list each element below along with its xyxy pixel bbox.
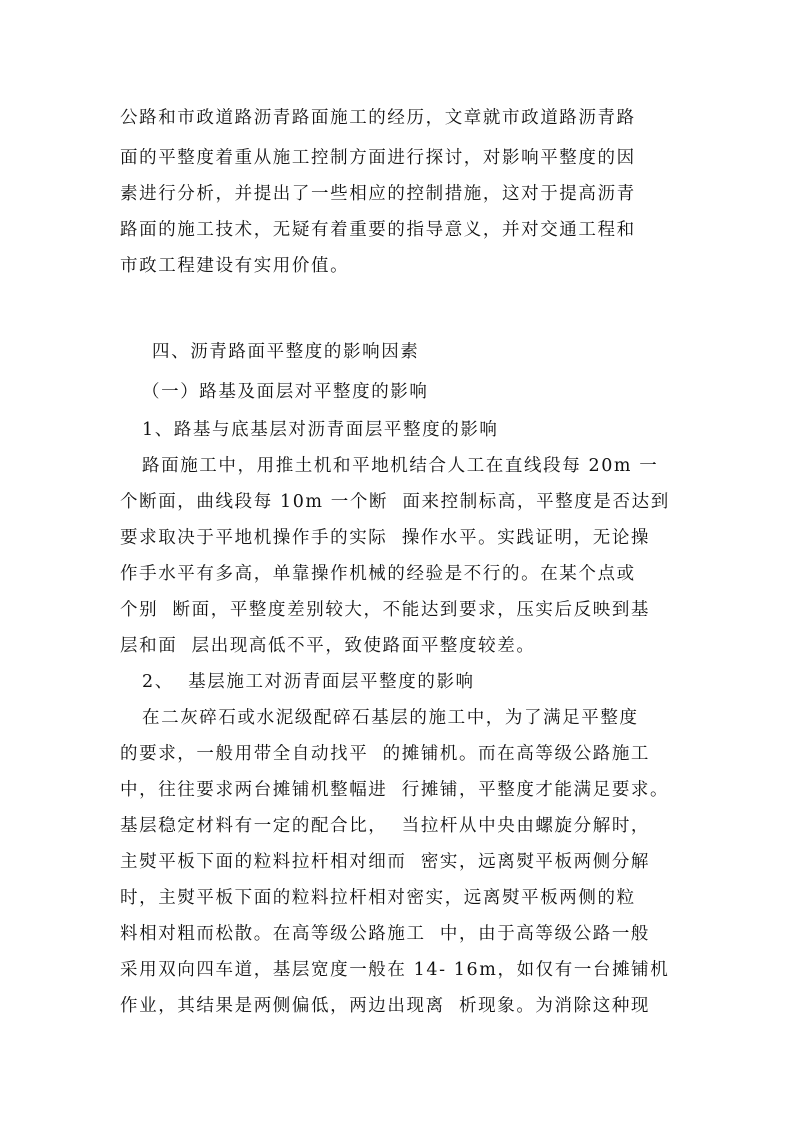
section-heading: 四、沥青路面平整度的影响因素 <box>152 342 420 362</box>
subsection-heading: （一）路基及面层对平整度的影响 <box>142 382 429 402</box>
paragraph-2-line-1: 路面施工中，用推土机和平地机结合人工在直线段每 20m 一 <box>142 456 659 476</box>
paragraph-3-line-9: 作业，其结果是两侧偏低，两边出现离 析现象。为消除这种现 <box>120 996 651 1016</box>
paragraph-2-line-4: 作手水平有多高，单靠操作机械的经验是不行的。在某个点或 <box>120 564 636 584</box>
paragraph-3-line-8: 采用双向四车道，基层宽度一般在 14- 16m，如仅有一台摊铺机 <box>120 960 670 980</box>
paragraph-1-line-1: 公路和市政道路沥青路面施工的经历，文章就市政道路沥青路 <box>120 108 636 128</box>
paragraph-3-line-7: 料相对粗而松散。在高等级公路施工 中，由于高等级公路一般 <box>120 924 651 944</box>
paragraph-3-line-4: 基层稳定材料有一定的配合比， 当拉杆从中央由螺旋分解时， <box>120 816 651 836</box>
paragraph-3-line-3: 中，往往要求两台摊铺机整幅进 行摊铺，平整度才能满足要求。 <box>120 780 670 800</box>
paragraph-2-line-2: 个断面，曲线段每 10m 一个断 面来控制标高，平整度是否达到 <box>120 492 670 512</box>
paragraph-1-line-3: 素进行分析，并提出了一些相应的控制措施，这对于提高沥青 <box>120 184 636 204</box>
paragraph-2-line-5: 个别 断面，平整度差别较大，不能达到要求，压实后反映到基 <box>120 600 651 620</box>
paragraph-2-line-6: 层和面 层出现高低不平，致使路面平整度较差。 <box>120 636 536 656</box>
item-1-heading: 1、路基与底基层对沥青面层平整度的影响 <box>142 420 499 440</box>
paragraph-1-line-2: 面的平整度着重从施工控制方面进行探讨，对影响平整度的因 <box>120 148 636 168</box>
paragraph-3-line-1: 在二灰碎石或水泥级配碎石基层的施工中，为了满足平整度 <box>142 708 639 728</box>
paragraph-3-line-6: 时，主熨平板下面的粒料拉杆相对密实，远离熨平板两侧的粒 <box>120 888 636 908</box>
paragraph-1-line-4: 路面的施工技术，无疑有着重要的指导意义，并对交通工程和 <box>120 220 636 240</box>
paragraph-3-line-5: 主熨平板下面的粒料拉杆相对细而 密实，远离熨平板两侧分解 <box>120 852 651 872</box>
paragraph-1-line-5: 市政工程建设有实用价值。 <box>120 256 350 276</box>
paragraph-2-line-3: 要求取决于平地机操作手的实际 操作水平。实践证明，无论操 <box>120 528 651 548</box>
paragraph-3-line-2: 的要求，一般用带全自动找平 的摊铺机。而在高等级公路施工 <box>120 744 651 764</box>
item-2-heading: 2、 基层施工对沥青面层平整度的影响 <box>142 672 475 692</box>
